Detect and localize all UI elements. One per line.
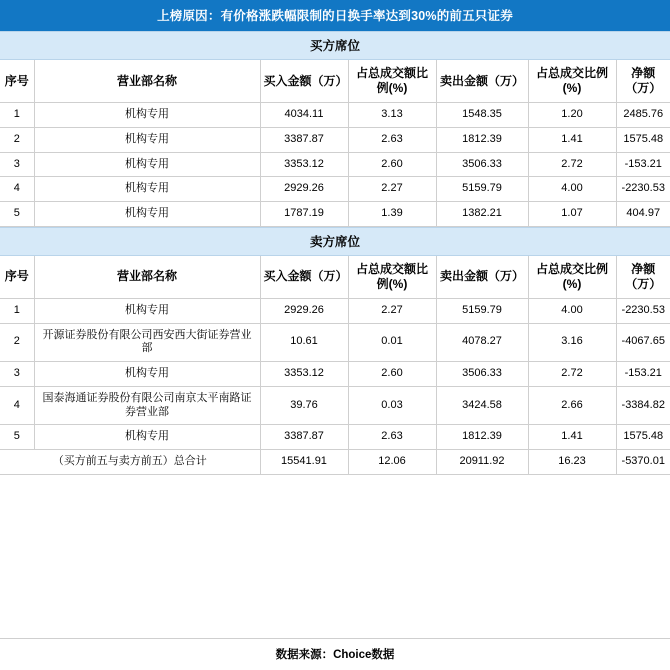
cell-buy-pct: 2.63 (348, 127, 436, 152)
cell-sell-amount: 1382.21 (436, 202, 528, 227)
totals-sell-pct: 16.23 (528, 450, 616, 475)
cell-name: 机构专用 (34, 177, 260, 202)
table-row (0, 127, 670, 152)
cell-name: 机构专用 (34, 152, 260, 177)
cell-seq: 4 (0, 177, 34, 202)
cell-sell-amount: 3506.33 (436, 362, 528, 387)
cell-seq: 2 (0, 323, 34, 362)
cell-buy-amount: 2929.26 (260, 298, 348, 323)
cell-sell-amount: 5159.79 (436, 177, 528, 202)
col-header-seq: 序号 (0, 60, 34, 103)
cell-sell-pct: 2.72 (528, 152, 616, 177)
cell-buy-amount: 3387.87 (260, 127, 348, 152)
cell-net: -4067.65 (616, 323, 670, 362)
cell-buy-pct: 2.27 (348, 177, 436, 202)
col-header-name: 营业部名称 (34, 256, 260, 299)
cell-buy-pct: 2.60 (348, 152, 436, 177)
cell-buy-amount: 39.76 (260, 386, 348, 425)
cell-net: 404.97 (616, 202, 670, 227)
cell-seq: 5 (0, 202, 34, 227)
cell-net: -153.21 (616, 152, 670, 177)
cell-seq: 2 (0, 127, 34, 152)
cell-buy-amount: 2929.26 (260, 177, 348, 202)
cell-buy-pct: 0.01 (348, 323, 436, 362)
cell-buy-pct: 0.03 (348, 386, 436, 425)
col-header-net: 净额（万） (616, 60, 670, 103)
cell-buy-pct: 2.60 (348, 362, 436, 387)
table-row (0, 386, 670, 425)
buy-side-table (0, 60, 670, 227)
data-source-note: 数据来源：Choice数据 (0, 638, 670, 670)
cell-sell-amount: 4078.27 (436, 323, 528, 362)
totals-buy-pct: 12.06 (348, 450, 436, 475)
cell-seq: 3 (0, 362, 34, 387)
cell-name: 国泰海通证券股份有限公司南京太平南路证券营业部 (34, 386, 260, 425)
table-row (0, 202, 670, 227)
cell-net: -3384.82 (616, 386, 670, 425)
col-header-sell-amount: 卖出金额（万） (436, 256, 528, 299)
cell-buy-amount: 3353.12 (260, 362, 348, 387)
totals-label: （买方前五与卖方前五）总合计 (0, 450, 260, 475)
cell-buy-amount: 4034.11 (260, 103, 348, 128)
cell-sell-pct: 2.72 (528, 362, 616, 387)
cell-sell-pct: 1.41 (528, 127, 616, 152)
sell-side-table (0, 256, 670, 475)
cell-name: 机构专用 (34, 202, 260, 227)
cell-sell-pct: 1.41 (528, 425, 616, 450)
cell-sell-amount: 3424.58 (436, 386, 528, 425)
cell-sell-amount: 1812.39 (436, 127, 528, 152)
table-header-row (0, 256, 670, 299)
cell-net: -153.21 (616, 362, 670, 387)
cell-sell-amount: 1548.35 (436, 103, 528, 128)
col-header-buy-amount: 买入金额（万） (260, 256, 348, 299)
table-row (0, 298, 670, 323)
cell-name: 机构专用 (34, 127, 260, 152)
cell-sell-amount: 1812.39 (436, 425, 528, 450)
cell-net: -2230.53 (616, 177, 670, 202)
cell-sell-pct: 3.16 (528, 323, 616, 362)
cell-sell-pct: 2.66 (528, 386, 616, 425)
col-header-sell-pct: 占总成交比例(%) (528, 60, 616, 103)
section-heading-buy: 买方席位 (0, 31, 670, 60)
cell-seq: 5 (0, 425, 34, 450)
cell-net: -2230.53 (616, 298, 670, 323)
cell-net: 1575.48 (616, 425, 670, 450)
cell-seq: 1 (0, 298, 34, 323)
cell-net: 2485.76 (616, 103, 670, 128)
page-title: 上榜原因：有价格涨跌幅限制的日换手率达到30%的前五只证券 (0, 0, 670, 31)
cell-sell-pct: 1.07 (528, 202, 616, 227)
col-header-sell-pct: 占总成交比例(%) (528, 256, 616, 299)
totals-net: -5370.01 (616, 450, 670, 475)
table-row (0, 177, 670, 202)
col-header-seq: 序号 (0, 256, 34, 299)
table-header-row (0, 60, 670, 103)
cell-buy-pct: 2.63 (348, 425, 436, 450)
table-row (0, 362, 670, 387)
cell-sell-amount: 3506.33 (436, 152, 528, 177)
cell-buy-amount: 10.61 (260, 323, 348, 362)
col-header-buy-amount: 买入金额（万） (260, 60, 348, 103)
cell-buy-amount: 1787.19 (260, 202, 348, 227)
cell-buy-amount: 3387.87 (260, 425, 348, 450)
col-header-name: 营业部名称 (34, 60, 260, 103)
cell-net: 1575.48 (616, 127, 670, 152)
table-row (0, 103, 670, 128)
col-header-net: 净额（万） (616, 256, 670, 299)
table-row (0, 323, 670, 362)
cell-name: 机构专用 (34, 362, 260, 387)
cell-buy-pct: 1.39 (348, 202, 436, 227)
totals-buy-amount: 15541.91 (260, 450, 348, 475)
cell-seq: 3 (0, 152, 34, 177)
totals-row (0, 450, 670, 475)
cell-buy-pct: 3.13 (348, 103, 436, 128)
cell-sell-amount: 5159.79 (436, 298, 528, 323)
totals-sell-amount: 20911.92 (436, 450, 528, 475)
table-row (0, 152, 670, 177)
cell-name: 开源证券股份有限公司西安西大街证券营业部 (34, 323, 260, 362)
cell-sell-pct: 4.00 (528, 298, 616, 323)
cell-sell-pct: 1.20 (528, 103, 616, 128)
cell-name: 机构专用 (34, 298, 260, 323)
cell-sell-pct: 4.00 (528, 177, 616, 202)
col-header-sell-amount: 卖出金额（万） (436, 60, 528, 103)
cell-name: 机构专用 (34, 103, 260, 128)
cell-seq: 4 (0, 386, 34, 425)
cell-seq: 1 (0, 103, 34, 128)
col-header-buy-pct: 占总成交额比例(%) (348, 60, 436, 103)
col-header-buy-pct: 占总成交额比例(%) (348, 256, 436, 299)
cell-name: 机构专用 (34, 425, 260, 450)
section-heading-sell: 卖方席位 (0, 227, 670, 256)
cell-buy-amount: 3353.12 (260, 152, 348, 177)
table-row (0, 425, 670, 450)
cell-buy-pct: 2.27 (348, 298, 436, 323)
